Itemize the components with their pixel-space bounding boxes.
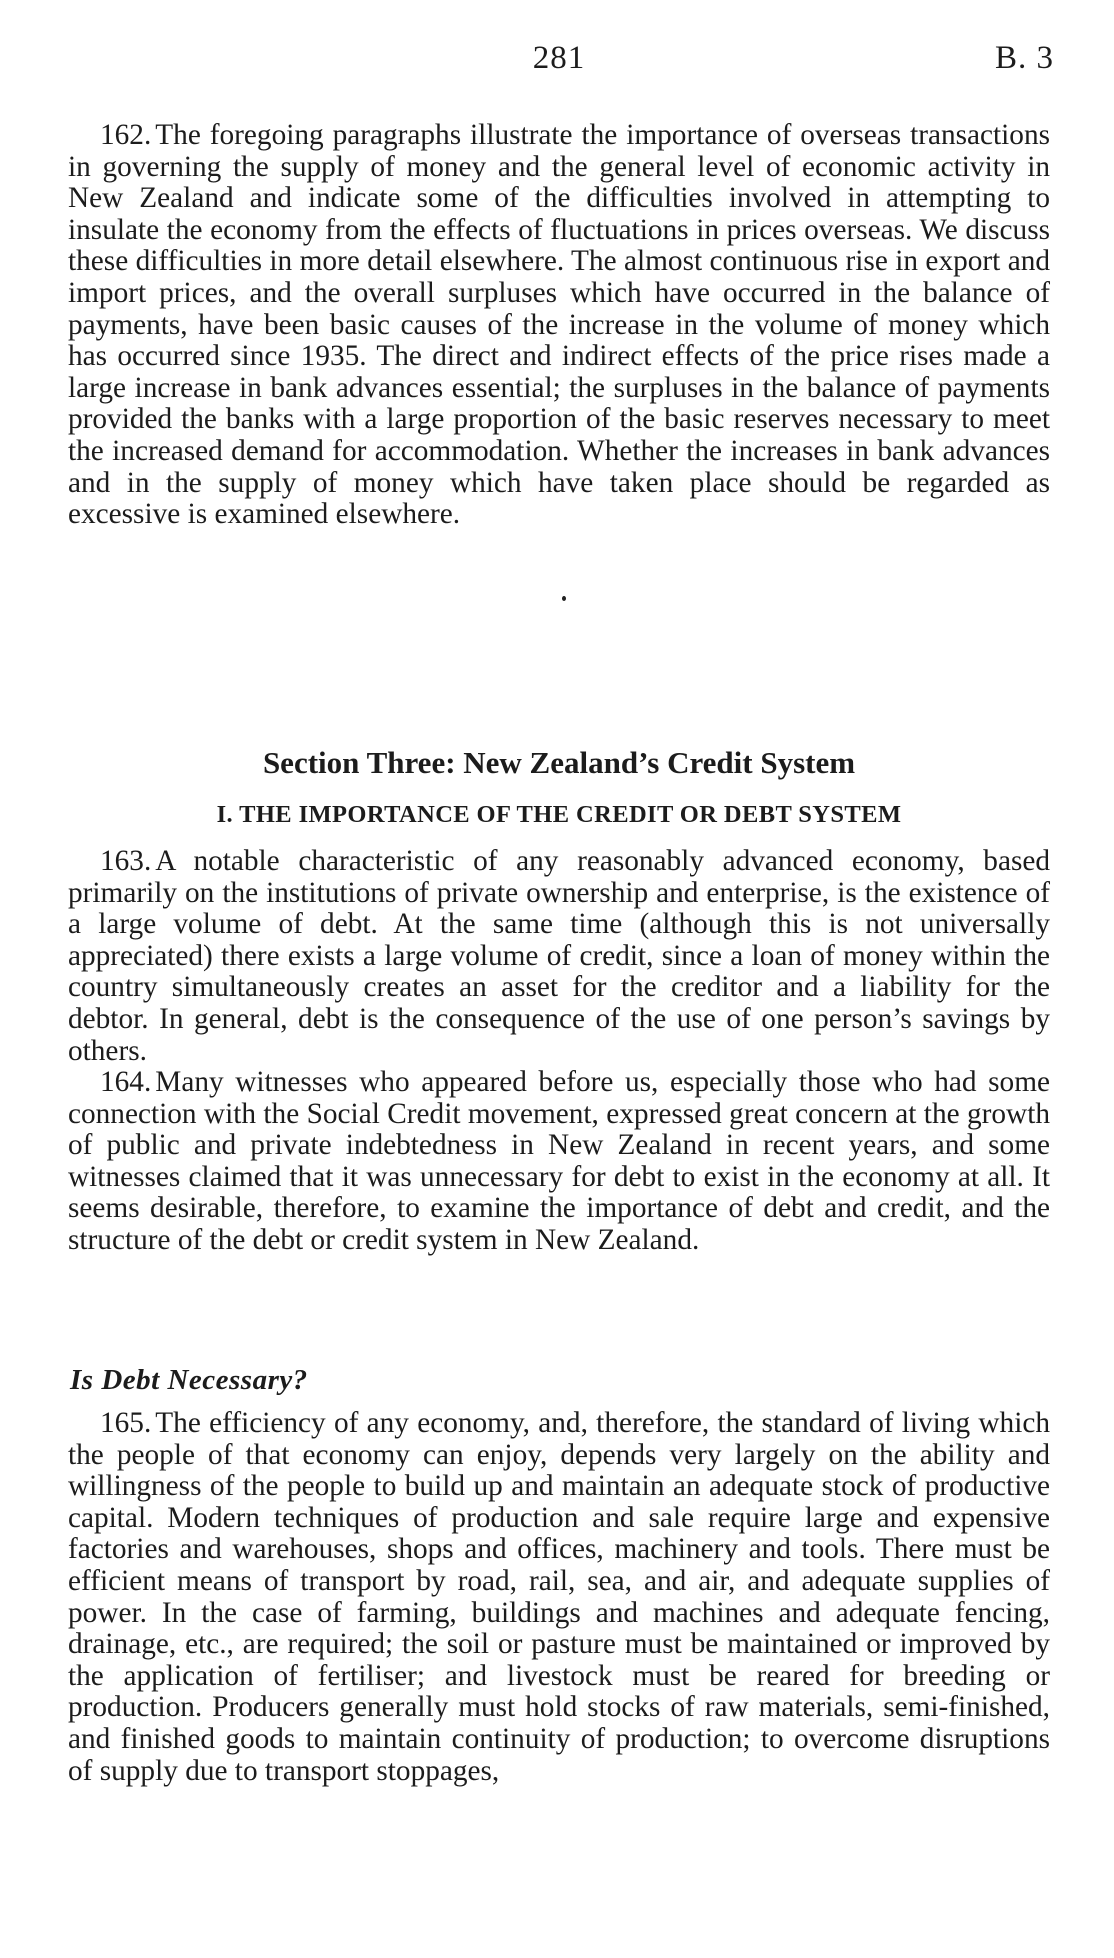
paragraph-number: 163. xyxy=(100,845,152,877)
paragraph-text: The foregoing paragraphs illustrate the importance of overseas transactions in governing the supply of money and the general level of economic activity in New Zealand and indicate some of the difficulties involved in attempting to insulate the economy from the effects of fluctuations in prices overseas. We discuss these difficulties in more detail elsewhere. The almost continuous rise in export and import prices, and the overall surpluses which have occurred in the balance of payments, have been basic causes of the increase in the volume of money which has occurred since 1935. The direct and indirect effects of the price rises made a large increase in bank advances essential; the surpluses in the balance of payments provided the banks with a large proportion of the basic reserves necessary to meet the increased demand for accommodation. Whether the increases in bank advances and in the supply of money which have taken place should be regarded as excessive is examined elsewhere. xyxy=(68,119,1050,531)
section-title: Section Three: New Zealand’s Credit System xyxy=(262,745,856,780)
paragraph-165 xyxy=(68,1408,1050,1787)
paragraph-number: 162. xyxy=(100,119,152,151)
document-page xyxy=(68,0,1054,1958)
paragraph-text: Many witnesses who appeared before us, especially those who had some connection with the Social Credit movement, expressed great concern at the growth of public and private indebtedness in New Zealand in recent years, and some witnesses claimed that it was unnecessary for debt to exist in the economy at all. It seems desirable, therefore, to examine the importance of debt and credit, and the structure of the debt or credit system in New Zealand. xyxy=(68,1066,1050,1256)
paragraph-text: The efficiency of any economy, and, therefore, the standard of living which the people of that economy can enjoy, depends very largely on the ability and willingness of the people to build up and maintain an adequate stock of productive capital. Modern techniques of production and sale require large and expensive factories and warehouses, shops and offices, machinery and tools. There must be efficient means of transport by road, rail, sea, and air, and adequate supplies of power. In the case of farming, buildings and machines and adequate fencing, drainage, etc., are required; the soil or pasture must be maintained or improved by the application of fertiliser; and livestock must be reared for breeding or production. Producers generally must hold stocks of raw materials, semi-finished, and finished goods to maintain continuity of production; to overcome disruptions of supply due to transport stoppages, xyxy=(68,1407,1050,1787)
section-subheading: I. THE IMPORTANCE OF THE CREDIT OR DEBT SYSTEM xyxy=(216,801,902,828)
paragraph-164 xyxy=(68,1067,1050,1257)
page-number: 281 xyxy=(532,40,586,76)
paragraph-number: 165. xyxy=(100,1407,152,1439)
paragraph-162 xyxy=(68,120,1050,531)
paragraph-number: 164. xyxy=(100,1066,152,1098)
italic-subheading: Is Debt Necessary? xyxy=(70,1364,308,1396)
paragraph-text: A notable characteristic of any reasonably advanced economy, based primarily on the institutions of private ownership and enterprise, is the existence of a large volume of debt. At the same time (although this is not universally appreciated) there exists a large volume of credit, since a loan of money within the country simultaneously creates an asset for the creditor and a liability for the debtor. In general, debt is the consequence of the use of one person’s savings by others. xyxy=(68,845,1050,1067)
scan-speck xyxy=(562,596,566,601)
paragraph-163 xyxy=(68,846,1050,1067)
document-reference: B. 3 xyxy=(994,40,1054,76)
